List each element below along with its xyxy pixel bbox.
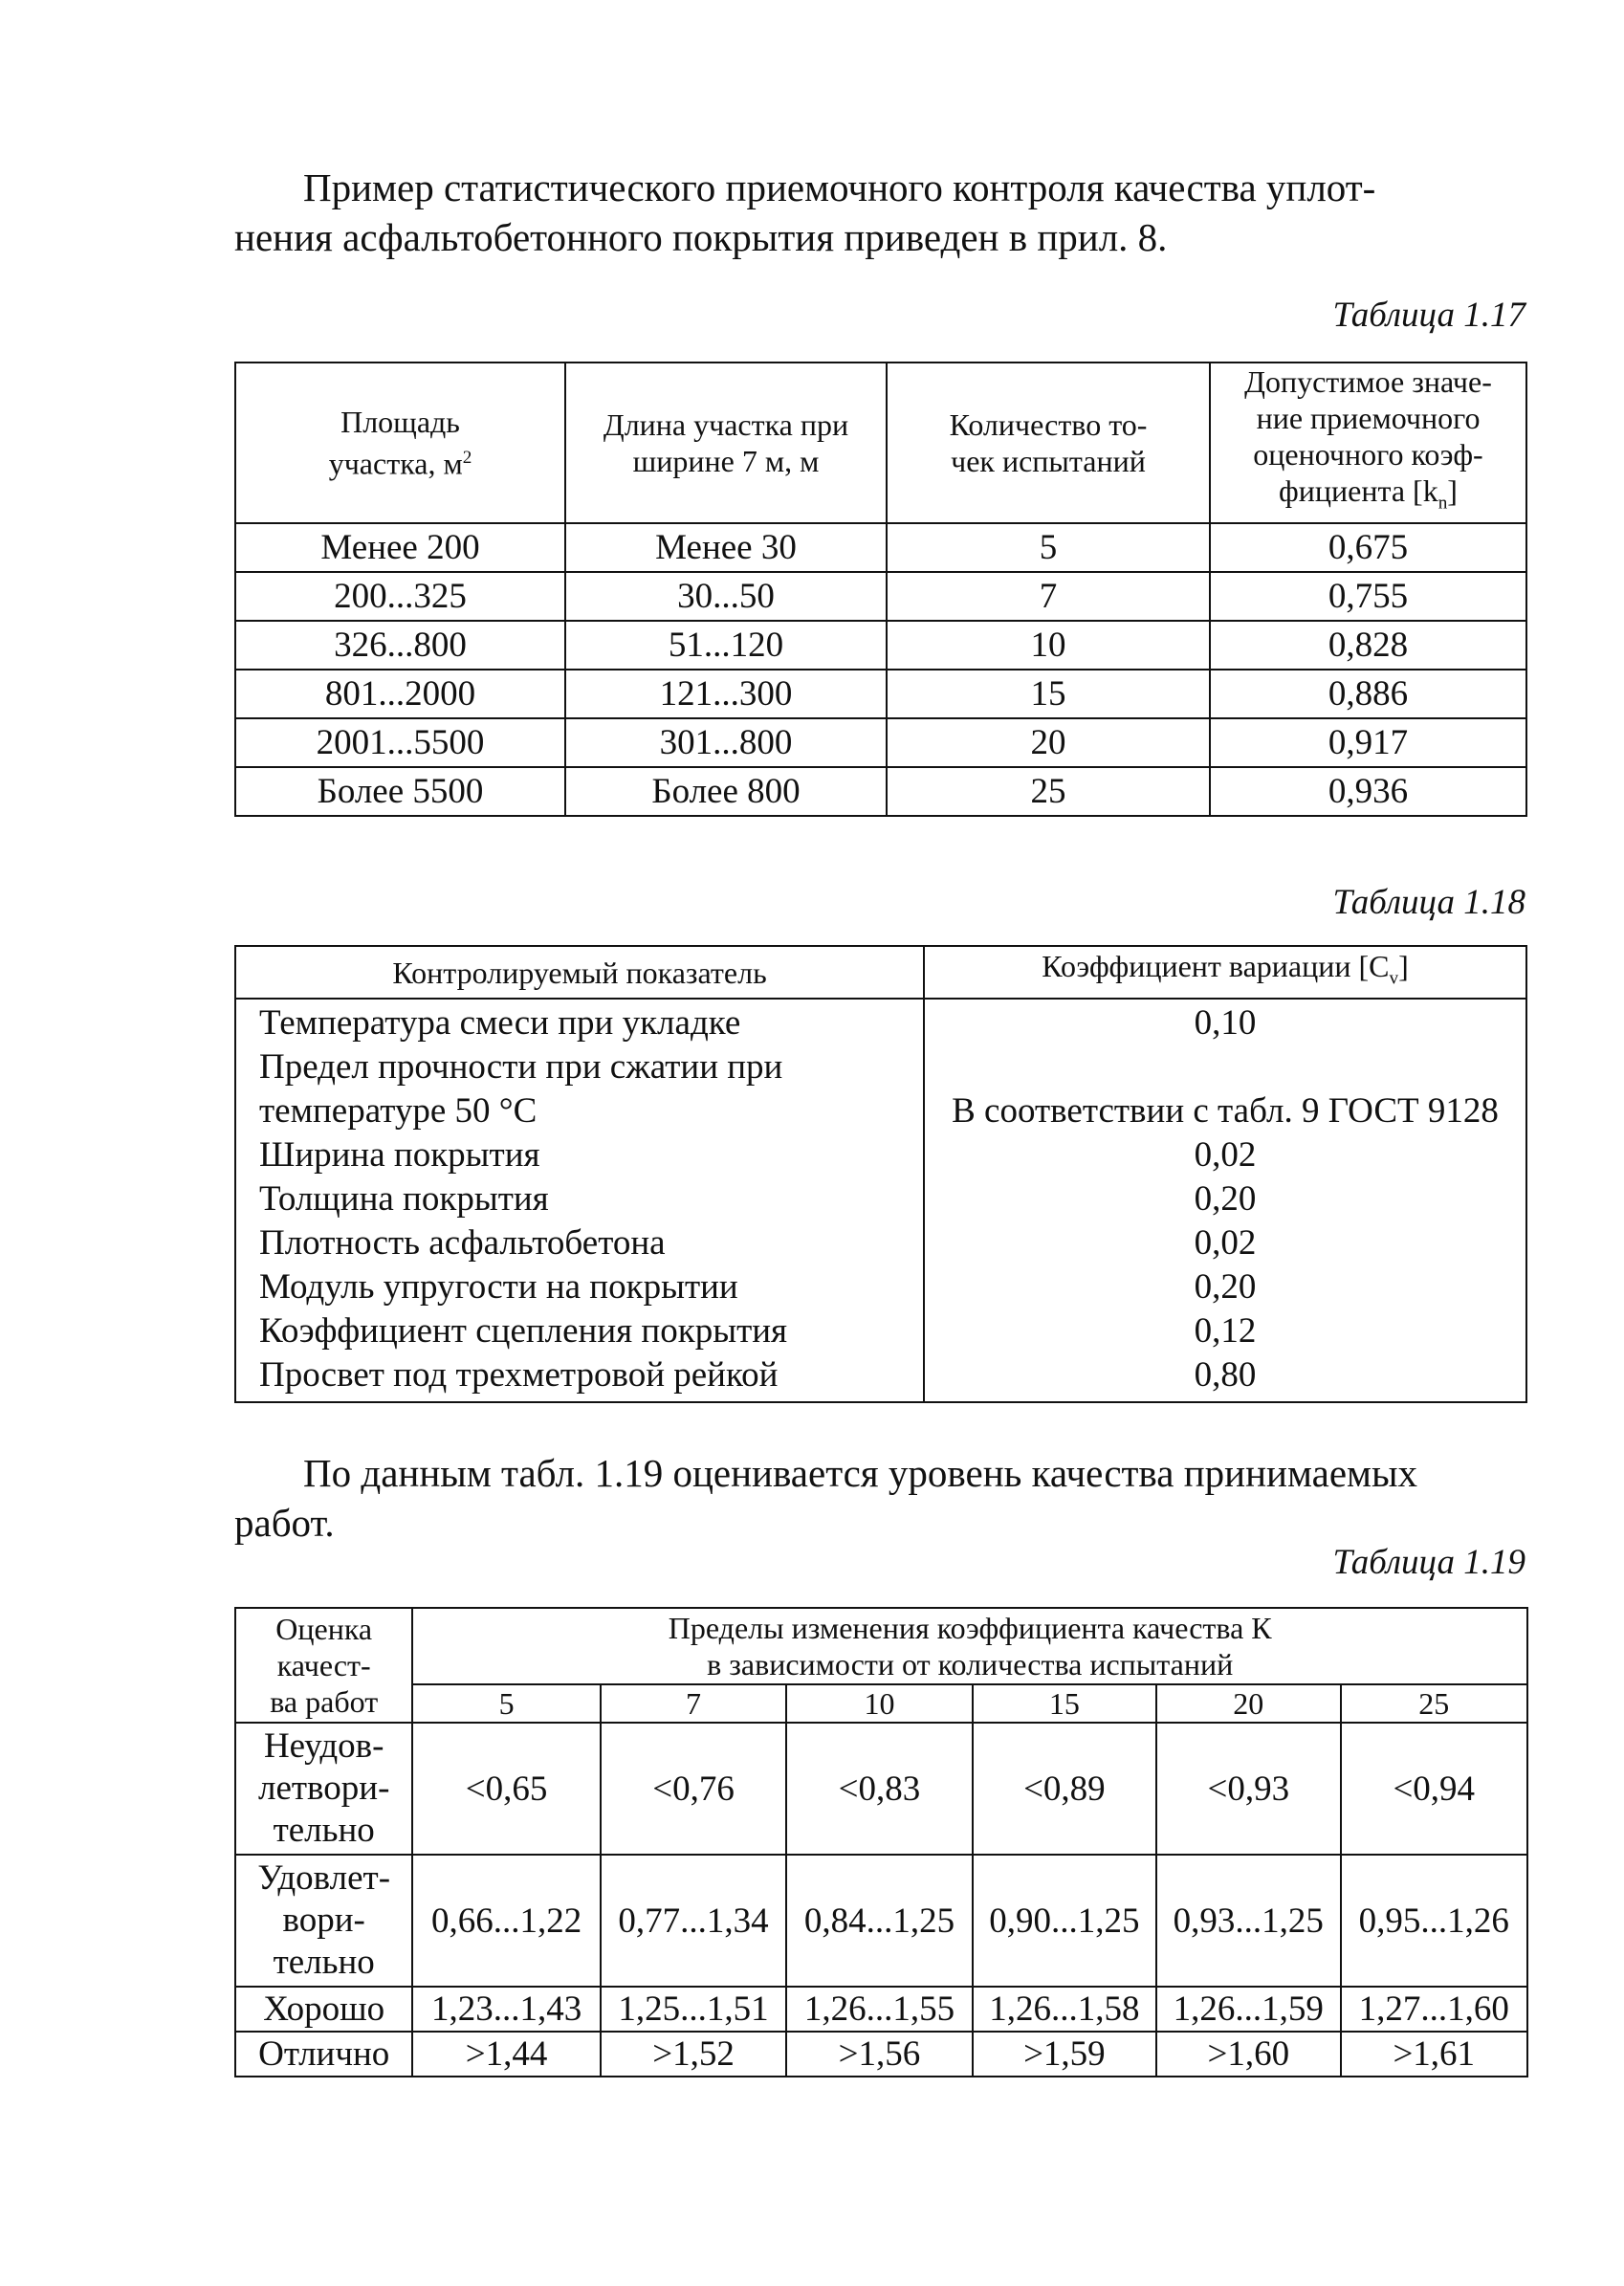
table-cell: 10	[887, 621, 1210, 670]
table-row	[235, 718, 1526, 767]
row-label: Отлично	[235, 2032, 412, 2077]
table-row	[235, 1855, 1527, 1987]
table-19-counts-row	[235, 1684, 1527, 1723]
intro-line-2: нения асфальтобетонного покрытия приведен в прил. 8.	[234, 215, 1168, 259]
coefficient-value: 0,02	[1194, 1223, 1257, 1264]
indicator-item: Коэффициент сцепления покрытия	[259, 1311, 788, 1352]
coefficient-value: 0,12	[1194, 1311, 1257, 1352]
table-cell: 1,26...1,58	[973, 1987, 1156, 2032]
indicator-column	[235, 999, 924, 1402]
table-17-header-area: Площадь участка, $м^2$	[235, 363, 565, 523]
coefficient-value: 0,10	[1194, 1003, 1257, 1044]
table-cell: 1,23...1,43	[412, 1987, 600, 2032]
table-19-group-header: Пределы изменения коэффициента качества К в зависимости от количества испытаний	[412, 1608, 1527, 1684]
table-18-caption: Таблица 1.18	[1332, 883, 1525, 922]
table-cell: 0,755	[1210, 572, 1526, 621]
table-row	[235, 670, 1526, 718]
table-cell: Менее 200	[235, 523, 565, 572]
table-cell: 51...120	[565, 621, 887, 670]
table-17-header-points: Количество то- чек испытаний	[887, 363, 1210, 523]
indicator-item: Плотность асфальтобетона	[259, 1223, 666, 1264]
table-row	[235, 1723, 1527, 1855]
second-paragraph	[234, 1448, 1525, 1548]
table-19-group-header-row	[235, 1608, 1527, 1684]
row-label: Хорошо	[235, 1987, 412, 2032]
indicator-item: Модуль упругости на покрытии	[259, 1267, 738, 1308]
table-cell: 25	[887, 767, 1210, 816]
coefficient-value: 0,80	[1194, 1355, 1257, 1396]
table-18-header-coefficient: Коэффициент вариации $[C_v]$	[924, 946, 1526, 999]
table-cell: 0,936	[1210, 767, 1526, 816]
coefficient-value: 0,20	[1194, 1179, 1257, 1220]
coefficient-value: 0,02	[1194, 1135, 1257, 1176]
table-cell: >1,60	[1156, 2032, 1340, 2077]
count-header: 20	[1156, 1684, 1340, 1723]
table-cell: 20	[887, 718, 1210, 767]
table-17-header-length: Длина участка при ширине 7 м, м	[565, 363, 887, 523]
table-cell: 1,27...1,60	[1341, 1987, 1527, 2032]
table-cell: <0,89	[973, 1723, 1156, 1855]
table-cell: 121...300	[565, 670, 887, 718]
table-row	[235, 1987, 1527, 2032]
table-cell: 301...800	[565, 718, 887, 767]
table-cell: 1,25...1,51	[601, 1987, 786, 2032]
table-row	[235, 523, 1526, 572]
table-cell: 0,77...1,34	[601, 1855, 786, 1987]
table-cell: 801...2000	[235, 670, 565, 718]
table-cell: 0,675	[1210, 523, 1526, 572]
table-row	[235, 767, 1526, 816]
table-cell: >1,52	[601, 2032, 786, 2077]
intro-paragraph	[234, 163, 1525, 262]
table-row	[235, 2032, 1527, 2077]
table-cell: Менее 30	[565, 523, 887, 572]
table-19-caption: Таблица 1.19	[1332, 1543, 1525, 1582]
table-17-header-row	[235, 363, 1526, 523]
para2-line-1: По данным табл. 1.19 оценивается уровень качества принимаемых	[303, 1451, 1418, 1495]
indicator-item: Температура смеси при укладке	[259, 1003, 741, 1044]
table-cell: >1,56	[786, 2032, 972, 2077]
table-cell: 0,93...1,25	[1156, 1855, 1340, 1987]
table-cell: <0,93	[1156, 1723, 1340, 1855]
table-cell: 0,66...1,22	[412, 1855, 600, 1987]
intro-line-1: Пример статистического приемочного контроля качества уплот-	[303, 165, 1376, 209]
table-17	[234, 362, 1527, 817]
table-row	[235, 999, 1526, 1402]
indicator-item: Толщина покрытия	[259, 1179, 549, 1220]
coefficient-value: 0,20	[1194, 1267, 1257, 1308]
table-cell: Более 800	[565, 767, 887, 816]
count-header: 7	[601, 1684, 786, 1723]
table-cell: 30...50	[565, 572, 887, 621]
table-cell: 0,828	[1210, 621, 1526, 670]
coefficient-column	[924, 999, 1526, 1402]
count-header: 15	[973, 1684, 1156, 1723]
table-19-corner-header: Оценка качест- ва работ	[235, 1608, 412, 1723]
table-cell: <0,83	[786, 1723, 972, 1855]
table-cell: <0,76	[601, 1723, 786, 1855]
table-cell: 0,84...1,25	[786, 1855, 972, 1987]
table-19	[234, 1607, 1528, 2077]
table-cell: 1,26...1,55	[786, 1987, 972, 2032]
indicator-item: Ширина покрытия	[259, 1135, 540, 1176]
table-18-header-row	[235, 946, 1526, 999]
table-cell: 0,90...1,25	[973, 1855, 1156, 1987]
coefficient-value: В соответствии с табл. 9 ГОСТ 9128	[952, 1091, 1499, 1132]
indicator-item: Просвет под трехметровой рейкой	[259, 1355, 779, 1396]
table-cell: 0,886	[1210, 670, 1526, 718]
table-cell: 0,95...1,26	[1341, 1855, 1527, 1987]
table-cell: 15	[887, 670, 1210, 718]
table-17-header-coefficient: Допустимое значе- ние приемочного оценочного коэф- фициента $[k_n]$	[1210, 363, 1526, 523]
row-label: Удовлет- вори- тельно	[235, 1855, 412, 1987]
indicator-item: температуре 50 °С	[259, 1091, 538, 1132]
table-cell: >1,44	[412, 2032, 600, 2077]
table-cell: 7	[887, 572, 1210, 621]
table-18	[234, 945, 1527, 1403]
table-row	[235, 621, 1526, 670]
table-cell: 0,917	[1210, 718, 1526, 767]
table-cell: >1,59	[973, 2032, 1156, 2077]
table-cell: 326...800	[235, 621, 565, 670]
count-header: 25	[1341, 1684, 1527, 1723]
table-cell: 200...325	[235, 572, 565, 621]
table-18-header-indicator: Контролируемый показатель	[235, 946, 924, 999]
table-cell: <0,94	[1341, 1723, 1527, 1855]
table-cell: 5	[887, 523, 1210, 572]
table-cell: <0,65	[412, 1723, 600, 1855]
coefficient-value	[925, 1045, 1525, 1089]
para2-line-2: работ.	[234, 1501, 335, 1545]
table-17-caption: Таблица 1.17	[1332, 296, 1525, 335]
indicator-item: Предел прочности при сжатии при	[259, 1047, 783, 1088]
table-cell: Более 5500	[235, 767, 565, 816]
count-header: 5	[412, 1684, 600, 1723]
table-cell: 2001...5500	[235, 718, 565, 767]
table-cell: 1,26...1,59	[1156, 1987, 1340, 2032]
table-row	[235, 572, 1526, 621]
count-header: 10	[786, 1684, 972, 1723]
table-cell: >1,61	[1341, 2032, 1527, 2077]
row-label: Неудов- летвори- тельно	[235, 1723, 412, 1855]
